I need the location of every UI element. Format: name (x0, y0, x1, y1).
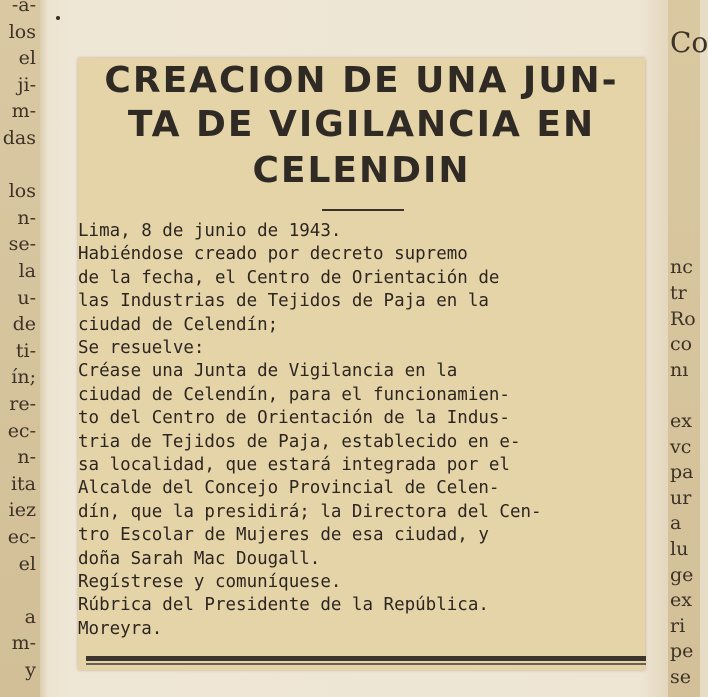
right-margin-fragment: pa (670, 461, 694, 484)
right-margin-fragment: a (670, 512, 682, 535)
headline-line-2: TA DE VIGILANCIA EN (127, 104, 596, 145)
left-margin-fragment: n- (17, 446, 36, 469)
headline-line-3: CELENDIN (252, 150, 471, 191)
right-margin-fragment: ge (670, 563, 694, 586)
right-margin-fragment: tr (670, 282, 687, 304)
left-margin-fragment: ti- (15, 339, 36, 362)
article-line: de la fecha, el Centro de Orientación de (78, 267, 500, 288)
headline-divider (322, 209, 404, 211)
bottom-rule-thin (86, 663, 646, 665)
right-margin-fragment: pe (670, 640, 694, 663)
left-margin-fragment: se- (8, 233, 36, 256)
right-margin-fragment: vc (670, 435, 692, 458)
bottom-rule (86, 656, 646, 661)
left-margin-fragment: de (12, 313, 36, 336)
right-margin-fragment: nı (670, 358, 689, 381)
left-margin-fragment: y (25, 659, 36, 681)
right-margin-fragment: ri (670, 614, 686, 637)
left-margin-fragment: ji- (17, 73, 36, 96)
left-margin-fragment: ec- (7, 419, 36, 442)
article-line: Rúbrica del Presidente de la República. (78, 595, 489, 616)
right-margin-fragment: lu (670, 538, 689, 560)
left-margin-fragment: a (24, 605, 36, 628)
left-margin-fragment: -a- (11, 0, 36, 16)
headline-line-1: CREACION DE UNA JUN- (104, 60, 619, 101)
left-margin-fragment: m- (11, 632, 36, 655)
left-margin-fragment: das (2, 127, 36, 149)
article-line: Moreyra. (78, 618, 163, 639)
article-line: tro Escolar de Mujeres de esa ciudad, y (78, 525, 489, 546)
left-margin-fragment: ín; (11, 366, 36, 389)
article-line: Regístrese y comuníquese. (78, 572, 342, 592)
left-margin-fragment: u- (17, 286, 36, 309)
left-margin-fragment: los (8, 180, 36, 203)
right-margin-fragment: ur (670, 486, 692, 509)
left-margin-fragment: el (18, 47, 36, 70)
article-line: sa localidad, que estará integrada por el (78, 455, 510, 475)
article-line: Habiéndose creado por decreto supremo (78, 244, 468, 265)
right-margin-fragment: Co (670, 26, 708, 59)
article-line: las Industrias de Tejidos de Paja en la (78, 291, 489, 312)
article-line: dín, que la presidirá; la Directora del Cen- (78, 501, 542, 522)
right-margin-fragment: ex (670, 589, 692, 612)
right-margin-fragment: co (670, 333, 693, 356)
right-adjacent-column (668, 0, 708, 697)
ink-speck (56, 16, 60, 20)
article-line: doña Sarah Mac Dougall. (78, 548, 321, 569)
left-margin-fragment: el (18, 552, 36, 575)
article-line: ciudad de Celendín, para el funcionamien- (78, 384, 510, 405)
left-margin-fragment: ec- (7, 526, 36, 548)
left-adjacent-column (0, 0, 40, 697)
right-margin-fragment: nc (670, 256, 693, 279)
right-margin-fragment: ex (670, 410, 692, 432)
article-line: ciudad de Celendín; (78, 314, 279, 335)
left-margin-fragment: la (18, 260, 36, 282)
left-margin-fragment: n- (17, 206, 36, 229)
article-line: to del Centro de Orientación de la Indus- (78, 408, 510, 429)
article-line: Se resuelve: (78, 338, 205, 358)
newspaper-clipping (78, 58, 645, 670)
article-line: Créase una Junta de Vigilancia en la (78, 361, 458, 382)
article-line: tria de Tejidos de Paja, establecido en e- (78, 431, 521, 452)
right-margin-fragment: se (670, 666, 691, 688)
left-margin-fragment: los (8, 20, 36, 43)
left-margin-fragment: m- (11, 100, 36, 123)
article-line: Lima, 8 de junio de 1943. (78, 221, 342, 241)
article-line: Alcalde del Concejo Provincial de Celen- (78, 478, 500, 499)
right-margin-fragment: Ro (670, 307, 696, 330)
left-margin-fragment: iez (8, 499, 36, 522)
left-margin-fragment: re- (9, 393, 36, 415)
left-margin-fragment: ita (10, 472, 36, 495)
